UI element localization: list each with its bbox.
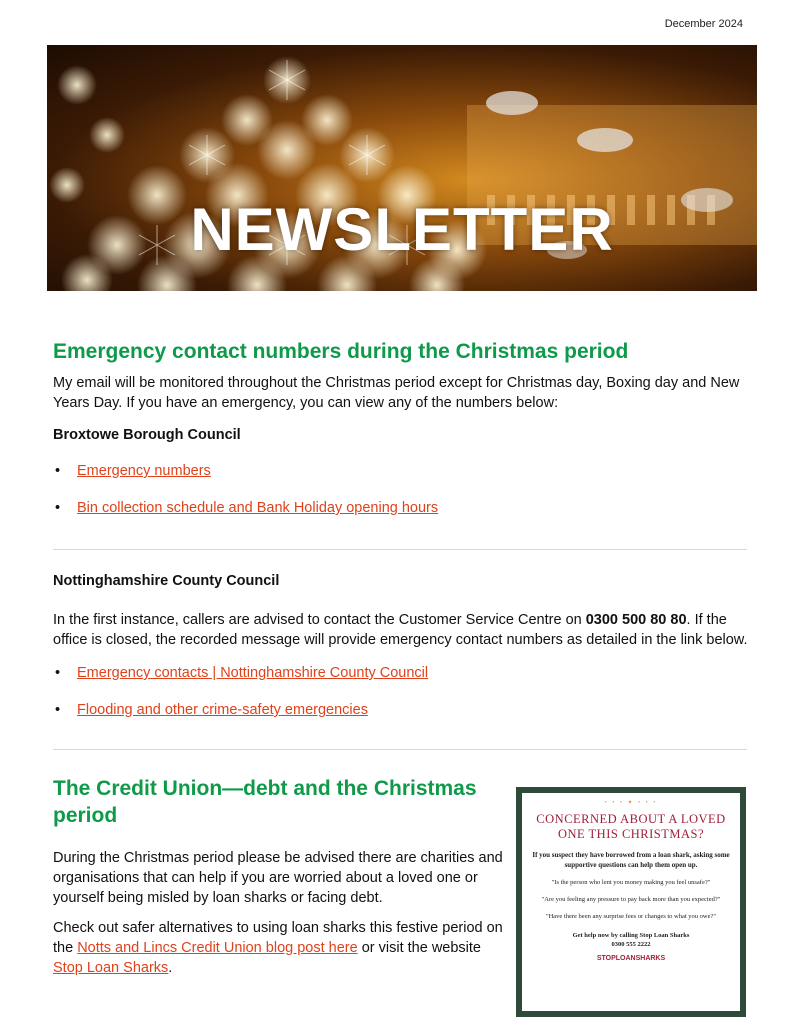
notts-phone: 0300 500 80 80 xyxy=(585,612,687,628)
divider xyxy=(53,749,747,750)
stop-loan-sharks-poster xyxy=(516,787,746,1017)
para2-suffix: . xyxy=(168,960,173,976)
poster-help xyxy=(522,931,740,949)
banner-title: NEWSLETTER xyxy=(190,196,614,263)
section-heading-emergency: Emergency contact numbers during the Christmas period xyxy=(53,340,629,363)
poster-content xyxy=(522,793,740,1011)
credit-union-para2 xyxy=(53,918,508,978)
para2-prefix: Check out safer alternatives to using loan sharks this festive period on the xyxy=(53,920,503,956)
broxtowe-title: Broxtowe Borough Council xyxy=(53,427,241,443)
poster-subtext: If you suspect they have borrowed from a loan shark, asking some supportive questions can help them open up. xyxy=(532,851,730,869)
credit-union-heading-line2: period xyxy=(53,804,118,827)
decorative-dots: • • • ✦ • • • xyxy=(604,800,658,806)
notts-links xyxy=(53,665,428,739)
notts-text xyxy=(53,610,753,650)
notts-title: Nottinghamshire County Council xyxy=(53,573,280,589)
emergency-intro: My email will be monitored throughout the Christmas period except for Christmas day, Boxing day and New Years Day. If you have an emergency, you can view any of the numbers below: xyxy=(53,375,740,411)
link-bin-collection[interactable]: Bin collection schedule and Bank Holiday opening hours xyxy=(77,500,439,516)
link-flooding[interactable]: Flooding and other crime-safety emergencies xyxy=(77,702,368,718)
list-item xyxy=(53,463,438,500)
divider xyxy=(53,549,747,550)
poster-help-phone: 0300 555 2222 xyxy=(611,941,651,948)
list-item xyxy=(53,665,428,702)
poster-question: "Have there been any surprise fees or changes to what you owe?" xyxy=(545,913,717,920)
stop-loan-sharks-logo: STOPLOANSHARKS xyxy=(596,955,666,962)
bullet-icon: • xyxy=(55,702,61,718)
bullet-icon: • xyxy=(55,500,61,516)
link-credit-union-blog[interactable]: Notts and Lincs Credit Union blog post here xyxy=(77,940,358,956)
poster-headline-line1: CONCERNED ABOUT A LOVED xyxy=(536,812,726,826)
credit-union-heading-line1: The Credit Union—debt and the Christmas xyxy=(53,777,477,800)
poster-headline-line2: ONE THIS CHRISTMAS? xyxy=(557,827,705,841)
section-heading-credit-union xyxy=(53,775,477,829)
list-item xyxy=(53,702,428,739)
poster-question: "Are you feeling any pressure to pay back more than you expected?" xyxy=(541,896,721,903)
newsletter-banner xyxy=(47,45,757,291)
newsletter-date: December 2024 xyxy=(664,18,743,30)
notts-text-before: In the first instance, callers are advised to contact the Customer Service Centre on xyxy=(53,612,586,628)
broxtowe-links xyxy=(53,463,438,537)
link-notts-emergency-contacts[interactable]: Emergency contacts | Nottinghamshire County Council xyxy=(77,665,429,681)
link-stop-loan-sharks[interactable]: Stop Loan Sharks xyxy=(53,960,169,976)
poster-question: "Is the person who lent you money making you feel unsafe?" xyxy=(551,879,711,886)
poster-headline xyxy=(522,812,740,842)
poster-help-line: Get help now by calling Stop Loan Sharks xyxy=(572,932,690,939)
bullet-icon: • xyxy=(55,463,61,479)
list-item xyxy=(53,500,438,537)
link-emergency-numbers[interactable]: Emergency numbers xyxy=(77,463,211,479)
credit-union-para1: During the Christmas period please be advised there are charities and organisations that can help if you are worried about a loved one or yourself being misled by loan sharks or facing debt. xyxy=(53,850,503,906)
bullet-icon: • xyxy=(55,665,61,681)
para2-middle: or visit the website xyxy=(357,940,481,956)
notts-text-after: . If the office is closed, the recorded message will provide emergency contact numbers as detailed in the link below. xyxy=(53,612,748,648)
